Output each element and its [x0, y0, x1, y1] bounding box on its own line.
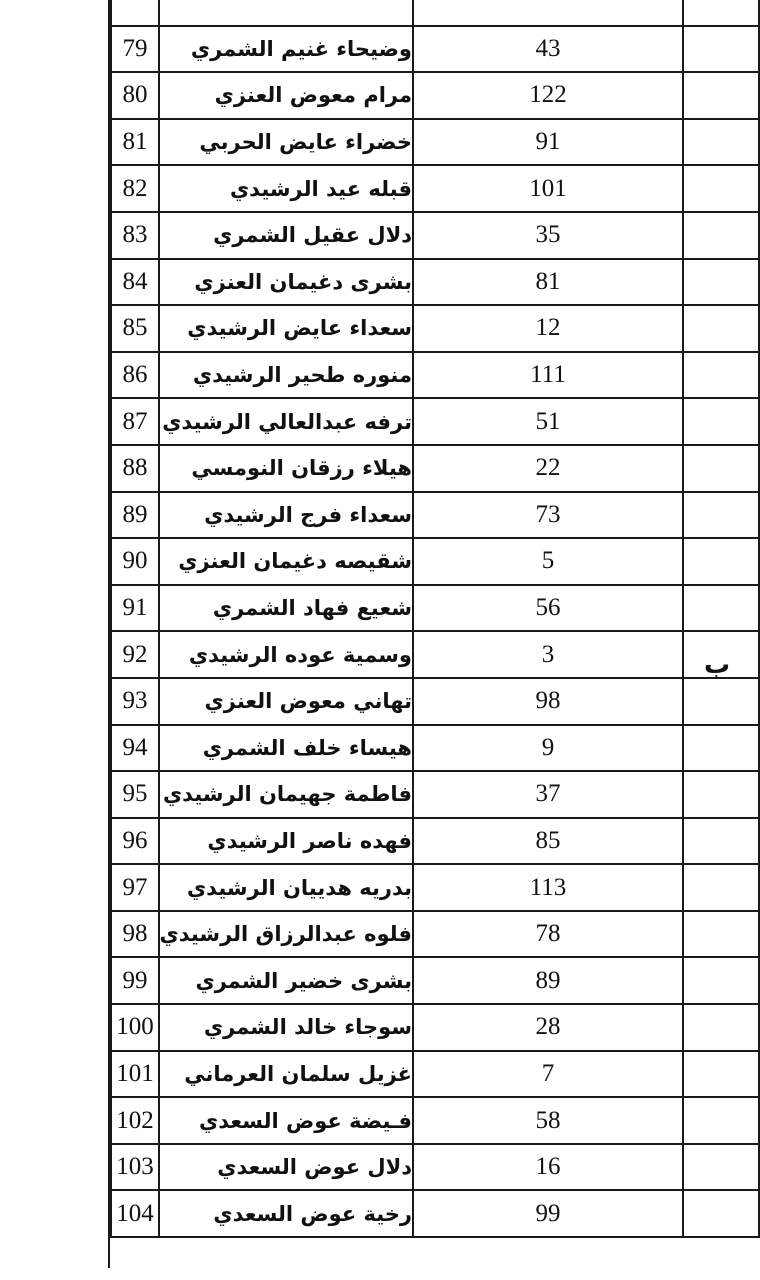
table-row [111, 538, 759, 585]
score-cell: 58 [413, 1097, 683, 1144]
cropped-column-cell [683, 725, 759, 772]
cropped-column-cell [683, 678, 759, 725]
cropped-column-cell [683, 911, 759, 958]
row-number-cell: 104 [111, 1190, 159, 1237]
score-cell: 89 [413, 957, 683, 1004]
student-name-cell: هيساء خلف الشمري [159, 725, 413, 772]
row-number-cell: 100 [111, 1004, 159, 1051]
student-name-cell: سوجاء خالد الشمري [159, 1004, 413, 1051]
student-name-cell: منوره طحير الرشيدي [159, 352, 413, 399]
cropped-column-cell [683, 212, 759, 259]
row-number-cell: 94 [111, 725, 159, 772]
student-name-cell: فاطمة جهيمان الرشيدي [159, 771, 413, 818]
score-cell: 113 [413, 864, 683, 911]
cropped-column-cell [683, 1051, 759, 1098]
student-name-cell: سعداء عايض الرشيدي [159, 305, 413, 352]
table-row [111, 1144, 759, 1191]
cropped-column-cell [683, 1190, 759, 1237]
score-cell: 101 [413, 165, 683, 212]
cropped-column-cell [683, 0, 759, 26]
student-name-cell: دلال عوض السعدي [159, 1144, 413, 1191]
row-number-cell: 97 [111, 864, 159, 911]
table-row [111, 445, 759, 492]
cropped-column-cell [683, 259, 759, 306]
score-cell: 73 [413, 492, 683, 539]
cropped-column-cell [683, 818, 759, 865]
table-row [111, 305, 759, 352]
row-number-cell: 82 [111, 165, 159, 212]
cropped-column-cell [683, 72, 759, 119]
table-row [111, 26, 759, 73]
names-table-body [111, 0, 759, 1237]
row-number-cell: 99 [111, 957, 159, 1004]
student-name-cell: فـيضة عوض السعدي [159, 1097, 413, 1144]
table-row [111, 585, 759, 632]
row-number-cell: 95 [111, 771, 159, 818]
row-number-cell: 103 [111, 1144, 159, 1191]
student-name-cell: شقيصه دغيمان العنزي [159, 538, 413, 585]
row-number-cell: 101 [111, 1051, 159, 1098]
table-row [111, 818, 759, 865]
row-number-cell: 91 [111, 585, 159, 632]
score-cell: 43 [413, 26, 683, 73]
student-name-cell: تهاني معوض العنزي [159, 678, 413, 725]
cropped-column-cell [683, 864, 759, 911]
student-name-cell: شعيع فهاد الشمري [159, 585, 413, 632]
table-row [111, 678, 759, 725]
table-row [111, 631, 759, 678]
table-row [111, 165, 759, 212]
cropped-column-cell [683, 119, 759, 166]
cropped-column-cell [683, 771, 759, 818]
student-name-cell: هيلاء رزقان النومسي [159, 445, 413, 492]
score-cell: 98 [413, 678, 683, 725]
table-row [111, 72, 759, 119]
row-number-cell: 81 [111, 119, 159, 166]
student-name-cell: سعداء فرج الرشيدي [159, 492, 413, 539]
table-row [111, 911, 759, 958]
table-row [111, 352, 759, 399]
score-cell: 56 [413, 585, 683, 632]
score-cell: 22 [413, 445, 683, 492]
table-row [111, 492, 759, 539]
names-table [110, 0, 760, 1238]
student-name-cell: فلوه عبدالرزاق الرشيدي [159, 911, 413, 958]
cropped-column-cell [683, 352, 759, 399]
cropped-column-cell [683, 1004, 759, 1051]
row-number-cell: 93 [111, 678, 159, 725]
student-name-cell: قبله عيد الرشيدي [159, 165, 413, 212]
score-cell: 99 [413, 1190, 683, 1237]
row-number-cell: 98 [111, 911, 159, 958]
score-cell: 111 [413, 352, 683, 399]
row-number-cell: 96 [111, 818, 159, 865]
row-number-cell: 84 [111, 259, 159, 306]
score-cell: 9 [413, 725, 683, 772]
row-number-cell: 87 [111, 398, 159, 445]
cropped-column-cell [683, 165, 759, 212]
row-number-cell: 89 [111, 492, 159, 539]
score-cell [413, 0, 683, 26]
cropped-column-cell [683, 398, 759, 445]
score-cell: 37 [413, 771, 683, 818]
cropped-column-cell [683, 492, 759, 539]
cropped-column-letter: ب [704, 650, 731, 680]
row-number-cell: 85 [111, 305, 159, 352]
row-number-cell: 92 [111, 631, 159, 678]
row-number-cell: 83 [111, 212, 159, 259]
student-name-cell: ترفه عبدالعالي الرشيدي [159, 398, 413, 445]
student-name-cell: غزيل سلمان العرماني [159, 1051, 413, 1098]
student-name-cell: وضيحاء غنيم الشمري [159, 26, 413, 73]
table-row [111, 259, 759, 306]
table-row [111, 212, 759, 259]
score-cell: 85 [413, 818, 683, 865]
table-row [111, 119, 759, 166]
score-cell: 16 [413, 1144, 683, 1191]
cropped-column-cell [683, 538, 759, 585]
table-row [111, 1004, 759, 1051]
row-number-cell: 90 [111, 538, 159, 585]
cropped-column-cell [683, 305, 759, 352]
cropped-column-cell [683, 445, 759, 492]
student-name-cell [159, 0, 413, 26]
row-number-cell [111, 0, 159, 26]
score-cell: 91 [413, 119, 683, 166]
score-cell: 28 [413, 1004, 683, 1051]
cropped-column-cell [683, 585, 759, 632]
table-row [111, 771, 759, 818]
student-name-cell: بدريه هدييان الرشيدي [159, 864, 413, 911]
score-cell: 35 [413, 212, 683, 259]
table-row [111, 398, 759, 445]
table-row [111, 957, 759, 1004]
cropped-column-cell [683, 1097, 759, 1144]
table-row [111, 864, 759, 911]
student-name-cell: فهده ناصر الرشيدي [159, 818, 413, 865]
row-number-cell: 102 [111, 1097, 159, 1144]
row-number-cell: 88 [111, 445, 159, 492]
score-cell: 5 [413, 538, 683, 585]
cropped-column-cell [683, 26, 759, 73]
table-row [111, 725, 759, 772]
score-cell: 12 [413, 305, 683, 352]
cropped-column-cell [683, 1144, 759, 1191]
score-cell: 3 [413, 631, 683, 678]
student-name-cell: مرام معوض العنزي [159, 72, 413, 119]
score-cell: 78 [413, 911, 683, 958]
student-name-cell: وسمية عوده الرشيدي [159, 631, 413, 678]
row-number-cell: 86 [111, 352, 159, 399]
student-name-cell: بشرى خضير الشمري [159, 957, 413, 1004]
table-row [111, 1051, 759, 1098]
score-cell: 81 [413, 259, 683, 306]
student-name-cell: رخية عوض السعدي [159, 1190, 413, 1237]
table-row [111, 1097, 759, 1144]
score-cell: 51 [413, 398, 683, 445]
student-name-cell: دلال عقيل الشمري [159, 212, 413, 259]
cropped-column-cell [683, 957, 759, 1004]
student-name-cell: بشرى دغيمان العنزي [159, 259, 413, 306]
student-name-cell: خضراء عايض الحربي [159, 119, 413, 166]
table-row [111, 0, 759, 26]
row-number-cell: 80 [111, 72, 159, 119]
score-cell: 122 [413, 72, 683, 119]
row-number-cell: 79 [111, 26, 159, 73]
score-cell: 7 [413, 1051, 683, 1098]
table-row [111, 1190, 759, 1237]
